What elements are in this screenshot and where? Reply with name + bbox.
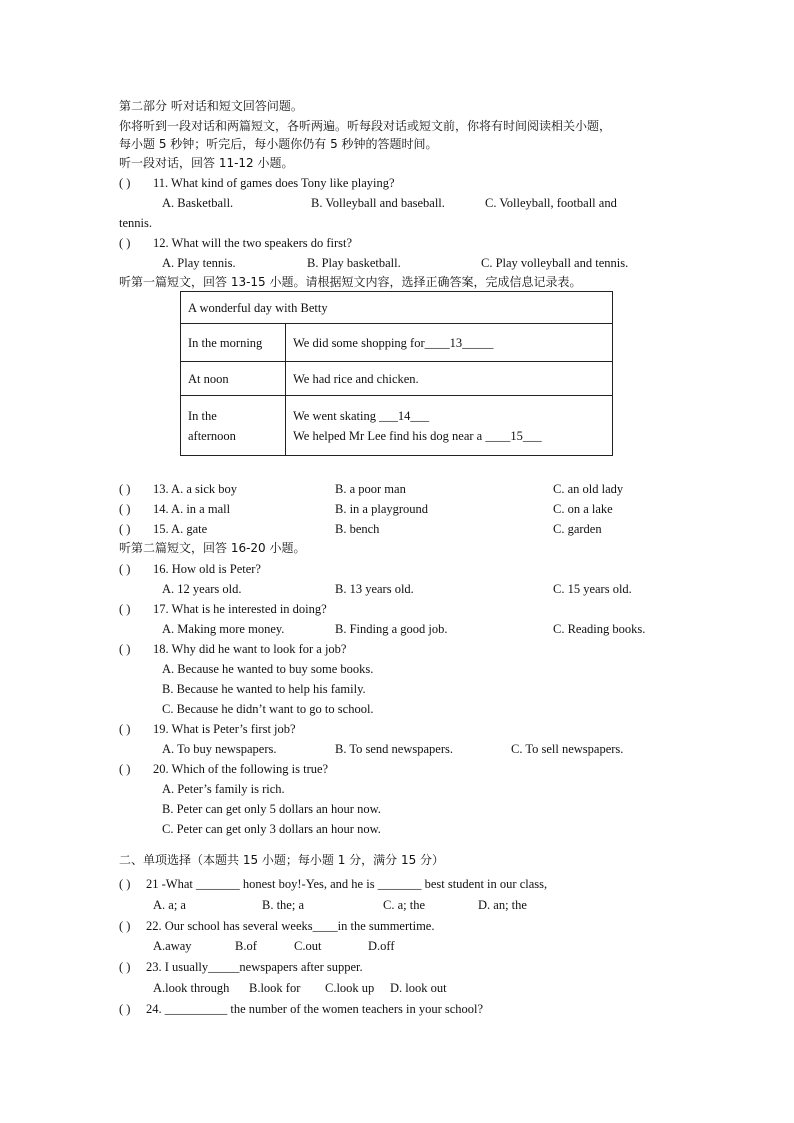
q11-option-c[interactable]: C. Volleyball, football and	[485, 196, 617, 210]
q19-option-b[interactable]: B. To send newspapers.	[335, 742, 453, 756]
q13-option-c[interactable]: C. an old lady	[553, 482, 624, 496]
table-label-noon: At noon	[181, 362, 286, 396]
q24-question: 24. __________ the number of the women teachers in your school?	[146, 1002, 484, 1016]
q20-option-c[interactable]: C. Peter can get only 3 dollars an hour now.	[162, 822, 381, 836]
q11-question: 11. What kind of games does Tony like playing?	[153, 176, 395, 190]
table-label-afternoon-line1: In the	[188, 408, 217, 423]
q11-option-a[interactable]: A. Basketball.	[162, 196, 234, 210]
q22-question: 22. Our school has several weeks____in the summertime.	[146, 919, 435, 933]
q18-bracket[interactable]: ( )	[119, 642, 131, 656]
q15-bracket[interactable]: ( )	[119, 522, 131, 536]
q13-bracket[interactable]: ( )	[119, 482, 131, 496]
q17-option-a[interactable]: A. Making more money.	[162, 622, 285, 636]
q21-option-b[interactable]: B. the; a	[262, 898, 305, 912]
q14-option-b[interactable]: B. in a playground	[335, 502, 429, 516]
q19-option-a[interactable]: A. To buy newspapers.	[162, 742, 277, 756]
q17-option-c[interactable]: C. Reading books.	[553, 622, 646, 636]
q22-option-c[interactable]: C.out	[294, 939, 322, 953]
q12-bracket[interactable]: ( )	[119, 236, 131, 250]
q16-question: 16. How old is Peter?	[153, 562, 261, 576]
passage2-heading: 听第二篇短文，回答 16-20 小题。	[119, 541, 306, 555]
q15-option-c[interactable]: C. garden	[553, 522, 602, 536]
q14-option-c[interactable]: C. on a lake	[553, 502, 613, 516]
q11-option-b[interactable]: B. Volleyball and baseball.	[311, 196, 445, 210]
info-record-table	[180, 291, 613, 456]
q11-option-c-continued: tennis.	[119, 216, 152, 230]
q16-option-a[interactable]: A. 12 years old.	[162, 582, 242, 596]
q17-question: 17. What is he interested in doing?	[153, 602, 327, 616]
q22-option-d[interactable]: D.off	[368, 939, 395, 953]
table-label-morning: In the morning	[181, 324, 286, 362]
q13-option-a[interactable]: 13. A. a sick boy	[153, 482, 238, 496]
table-cell-afternoon-line1[interactable]: We went skating ___14___	[293, 408, 430, 423]
q23-option-b[interactable]: B.look for	[249, 981, 301, 995]
q13-option-b[interactable]: B. a poor man	[335, 482, 406, 496]
q16-option-c[interactable]: C. 15 years old.	[553, 582, 632, 596]
part2-instruction-2: 每小题 5 秒钟；听完后，每小题你仍有 5 秒钟的答题时间。	[119, 137, 438, 151]
q23-option-c[interactable]: C.look up	[325, 981, 375, 995]
q18-option-b[interactable]: B. Because he wanted to help his family.	[162, 682, 366, 696]
q21-bracket[interactable]: ( )	[119, 877, 131, 891]
q21-question: 21 -What _______ honest boy!-Yes, and he is _______ best student in our class,	[146, 877, 548, 891]
q18-question: 18. Why did he want to look for a job?	[153, 642, 347, 656]
q12-option-c[interactable]: C. Play volleyball and tennis.	[481, 256, 629, 270]
q15-option-b[interactable]: B. bench	[335, 522, 380, 536]
q16-option-b[interactable]: B. 13 years old.	[335, 582, 414, 596]
q18-option-c[interactable]: C. Because he didn’t want to go to school.	[162, 702, 374, 716]
q15-option-a[interactable]: 15. A. gate	[153, 522, 208, 536]
table-cell-morning[interactable]: We did some shopping for____13_____	[286, 324, 613, 362]
q20-option-b[interactable]: B. Peter can get only 5 dollars an hour now.	[162, 802, 381, 816]
q16-bracket[interactable]: ( )	[119, 562, 131, 576]
q14-bracket[interactable]: ( )	[119, 502, 131, 516]
table-cell-afternoon-line2[interactable]: We helped Mr Lee find his dog near a ____15___	[293, 428, 542, 443]
table-cell-afternoon[interactable]	[286, 396, 613, 456]
q22-option-a[interactable]: A.away	[153, 939, 192, 953]
part2-title: 第二部分 听对话和短文回答问题。	[119, 99, 303, 113]
q23-option-a[interactable]: A.look through	[153, 981, 230, 995]
q23-bracket[interactable]: ( )	[119, 960, 131, 974]
q20-bracket[interactable]: ( )	[119, 762, 131, 776]
q18-option-a[interactable]: A. Because he wanted to buy some books.	[162, 662, 374, 676]
q23-question: 23. I usually_____newspapers after supper.	[146, 960, 363, 974]
q19-bracket[interactable]: ( )	[119, 722, 131, 736]
table-title: A wonderful day with Betty	[181, 292, 613, 324]
q12-option-a[interactable]: A. Play tennis.	[162, 256, 236, 270]
q14-option-a[interactable]: 14. A. in a mall	[153, 502, 231, 516]
table-label-afternoon-line2: afternoon	[188, 428, 236, 443]
q19-question: 19. What is Peter’s first job?	[153, 722, 296, 736]
q12-question: 12. What will the two speakers do first?	[153, 236, 353, 250]
q17-bracket[interactable]: ( )	[119, 602, 131, 616]
q17-option-b[interactable]: B. Finding a good job.	[335, 622, 448, 636]
q21-option-d[interactable]: D. an; the	[478, 898, 527, 912]
q11-bracket[interactable]: ( )	[119, 176, 131, 190]
q22-option-b[interactable]: B.of	[235, 939, 257, 953]
q22-bracket[interactable]: ( )	[119, 919, 131, 933]
dialog-heading: 听一段对话，回答 11-12 小题。	[119, 156, 294, 170]
table-cell-noon: We had rice and chicken.	[286, 362, 613, 396]
q12-option-b[interactable]: B. Play basketball.	[307, 256, 401, 270]
q21-option-a[interactable]: A. a; a	[153, 898, 186, 912]
q23-option-d[interactable]: D. look out	[390, 981, 447, 995]
passage1-heading: 听第一篇短文，回答 13-15 小题。请根据短文内容，选择正确答案，完成信息记录表。	[119, 275, 582, 289]
q20-option-a[interactable]: A. Peter’s family is rich.	[162, 782, 285, 796]
q21-option-c[interactable]: C. a; the	[383, 898, 426, 912]
part2-instruction-1: 你将听到一段对话和两篇短文，各听两遍。听每段对话或短文前，你将有时间阅读相关小题，	[119, 119, 612, 133]
part3-title: 二、单项选择（本题共 15 小题；每小题 1 分，满分 15 分）	[119, 853, 445, 867]
q24-bracket[interactable]: ( )	[119, 1002, 131, 1016]
q19-option-c[interactable]: C. To sell newspapers.	[511, 742, 624, 756]
q20-question: 20. Which of the following is true?	[153, 762, 329, 776]
table-label-afternoon	[181, 396, 286, 456]
